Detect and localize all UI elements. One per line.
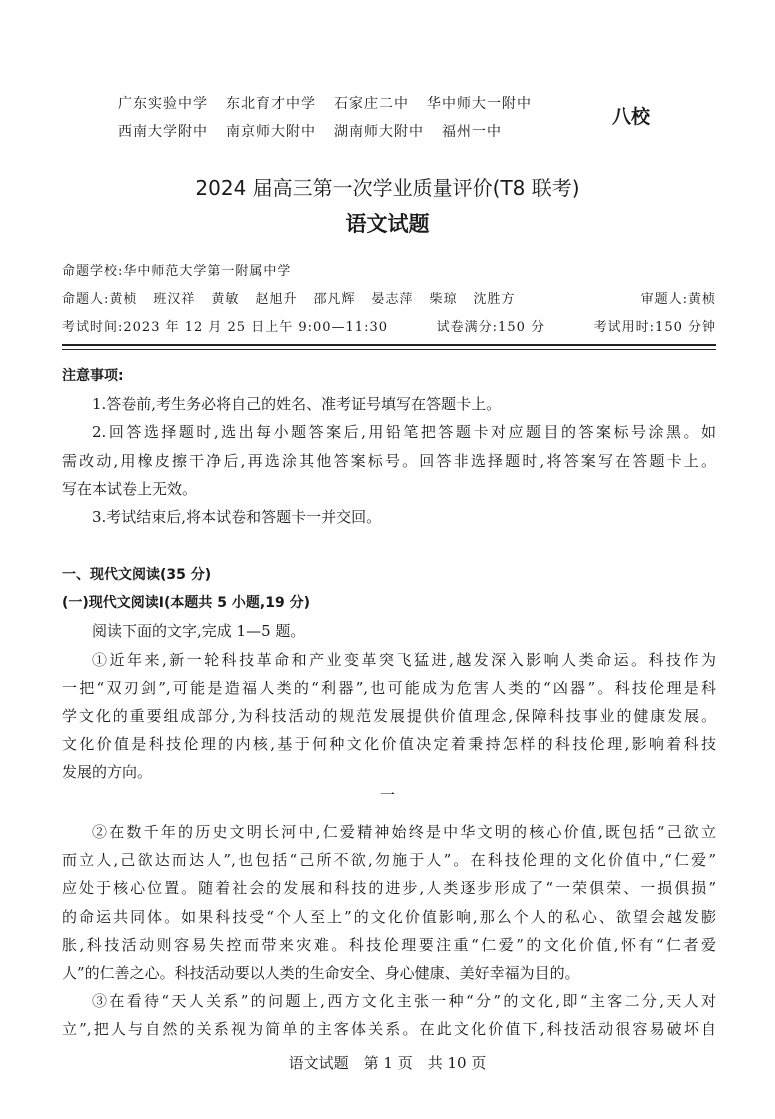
text-line: 人”的仁善之心。科技活动要以人类的生命安全、身心健康、美好幸福为目的。: [62, 963, 580, 982]
divider: [62, 349, 716, 350]
exam-meta: [62, 258, 716, 342]
school-name: 南京师大附中: [226, 124, 316, 140]
page-footer: 语文试题 第 1 页 共 10 页: [288, 1054, 487, 1072]
school-name: 西南大学附中: [118, 124, 208, 140]
setting-school: 命题学校:华中师范大学第一附属中学: [62, 264, 292, 279]
exam-time: 考试时间:2023 年 12 月 25 日上午 9:00—11:30: [62, 320, 388, 335]
page-marker: 一: [379, 786, 395, 804]
school-name: 广东实验中学: [118, 96, 208, 112]
divider: [62, 344, 716, 346]
author-name: 晏志萍: [371, 292, 414, 307]
text-line: 学文化的重要组成部分,为科技活动的规范发展提供价值理念,保障科技事业的健康发展。: [62, 706, 716, 725]
full-score: 试卷满分:150 分: [436, 320, 545, 335]
authors-line: [62, 286, 716, 314]
notice: [62, 362, 716, 531]
section-subheading: (一)现代文阅读Ⅰ(本题共 5 小题,19 分): [62, 595, 310, 612]
exam-subtitle: 语文试题: [345, 212, 430, 236]
text-line: 1.答卷前,考生务必将自己的姓名、准考证号填写在答题卡上。: [92, 395, 502, 414]
group-label: 八校: [612, 106, 651, 128]
paragraph-3: [62, 987, 716, 1043]
text-line: 2.回答选择题时,选出每小题答案后,用铅笔把答题卡对应题目的答案标号涂黑。如: [92, 423, 716, 442]
text-line: 写在本试卷上无效。: [62, 479, 198, 498]
author-name: 柴琼: [429, 292, 458, 307]
school-list: [118, 90, 550, 146]
author-name: 黄敏: [211, 292, 240, 307]
authors-label: 命题人:: [62, 292, 110, 307]
text-line: 文化价值是科技伦理的内核,基于何种文化价值决定着秉持怎样的科技伦理,影响着科技: [62, 735, 716, 754]
author-name: 赵旭升: [255, 292, 298, 307]
text-line: 胀,科技活动则容易失控而带来灾难。科技伦理要注重“仁爱”的文化价值,怀有“仁者爱: [62, 935, 716, 954]
text-line: 3.考试结束后,将本试卷和答题卡一并交回。: [92, 507, 382, 526]
exam-title: 2024 届高三第一次学业质量评价(T8 联考): [195, 176, 580, 200]
text-line: 一把“双刃剑”,可能是造福人类的“利器”,也可能成为危害人类的“凶器”。科技伦理是科: [62, 678, 716, 697]
notice-item: [62, 390, 716, 418]
paragraph-1: [62, 646, 716, 787]
text-line: 立”,把人与自然的关系视为简单的主客体关系。在此文化价值下,科技活动很容易破坏自: [62, 1020, 716, 1039]
school-name: 湖南师大附中: [334, 124, 424, 140]
text-line: 发展的方向。: [62, 763, 153, 782]
notice-item: [62, 503, 716, 531]
text-line: ③在看待“天人关系”的问题上,西方文化主张一种“分”的文化,即“主客二分,天人对: [92, 992, 716, 1011]
author-name: 沈胜方: [473, 292, 516, 307]
reading-continued: [62, 818, 716, 1044]
school-name: 福州一中: [442, 124, 502, 140]
notice-heading: 注意事项:: [62, 368, 124, 384]
text-line: 应处于核心位置。随着社会的发展和科技的进步,人类逐步形成了“一荣俱荣、一损俱损”: [62, 879, 716, 898]
instruction: 阅读下面的文字,完成 1—5 题。: [92, 622, 306, 641]
author-name: 黄桢: [109, 292, 138, 307]
text-line: 需改动,用橡皮擦干净后,再选涂其他答案标号。回答非选择题时,将答案写在答题卡上。: [62, 451, 716, 470]
text-line: 的命运共同体。如果科技受“个人至上”的文化价值影响,那么个人的私心、欲望会越发膨: [62, 907, 716, 926]
reading-section: [62, 561, 716, 787]
text-line: ②在数千年的历史文明长河中,仁爱精神始终是中华文明的核心价值,既包括“己欲立: [92, 823, 716, 841]
notice-item: [62, 418, 716, 503]
author-name: 班汉祥: [153, 292, 196, 307]
text-line: ①近年来,新一轮科技革命和产业变革突飞猛进,越发深入影响人类命运。科技作为: [92, 650, 716, 669]
duration: 考试用时:150 分钟: [593, 320, 716, 335]
reviewer: 审题人:黄桢: [640, 292, 716, 307]
section-heading: 一、现代文阅读(35 分): [62, 567, 212, 583]
paragraph-2: [62, 818, 716, 987]
school-name: 东北育才中学: [226, 96, 316, 112]
school-name: 华中师大一附中: [427, 96, 532, 112]
school-name: 石家庄二中: [334, 96, 409, 112]
text-line: 而立人,己欲达而达人”,也包括“己所不欲,勿施于人”。在科技伦理的文化价值中,“仁爱”: [62, 851, 716, 870]
author-name: 邵凡辉: [313, 292, 356, 307]
